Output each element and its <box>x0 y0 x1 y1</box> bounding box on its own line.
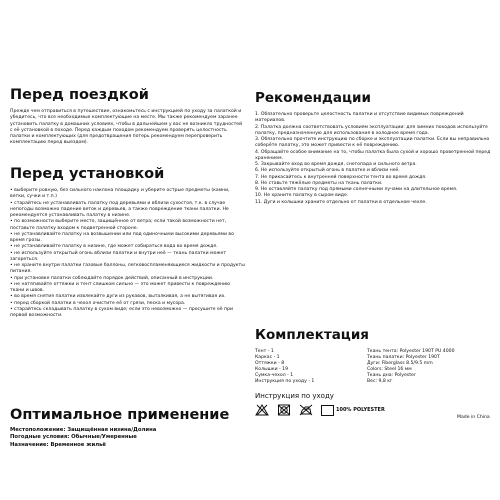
usage-weather: Погодные условия: Обычные/Умеренные <box>10 434 137 441</box>
kit-item: Оттяжки - 8 <box>255 361 285 367</box>
usage-purpose: Назначение: Временное жильё <box>10 441 107 448</box>
kit-specs <box>367 349 455 386</box>
recommendation-item: 7. Не прикасайтесь к внутренней поверхности тента во время дождя. <box>255 174 427 180</box>
recommendation-item: 11. Дуги и колышки храните отдельно от палатки в отдельном чехле. <box>255 199 427 205</box>
recommendation-item: 2. Палатка должна соответствовать условиям эксплуатации: для зимних походов используйте палатку, предназначенную для использования в холодное время года. <box>255 124 488 136</box>
polyester-label-icon <box>321 405 334 416</box>
material-label: 100% POLYESTER <box>321 405 385 416</box>
setup-paragraph: • не храните внутри палатки газовые баллоны, легковоспламеняющиеся жидкости и продукты питания. <box>10 263 245 275</box>
setup-section <box>10 166 245 319</box>
before-trip-title: Перед поездкой <box>10 87 149 103</box>
recommendation-item: 10. Не храните палатку в сыром виде. <box>255 193 349 199</box>
no-tumble-dry-icon <box>277 404 291 416</box>
recommendation-item: 6. Не используйте открытый огонь в палатке и вблизи неё. <box>255 168 400 174</box>
care-icons <box>255 404 385 416</box>
setup-paragraph: • перед сборкой палатки в чехол очистите её от грязи, песка и мусора. <box>10 300 186 306</box>
kit-spec: Ткань палатки: Polyester 190T <box>367 355 440 361</box>
setup-paragraph: • старайтесь не устанавливать палатку под деревьями и вблизи сухостоя, т.к. в случае непогоды возможно падение веток и деревьев, а также повреждение ткани палатки. Не рекомендуется устанавливать палатку в низине. <box>10 200 229 218</box>
recommendations-list <box>255 112 491 206</box>
setup-paragraph: • во время снятия палатки извлекайте дуги из рукавов, выталкивая, а не вытягивая их. <box>10 294 226 300</box>
recommendations-title: Рекомендации <box>255 90 371 106</box>
kit-item: Тент - 1 <box>255 349 274 354</box>
no-iron-icon <box>299 404 313 416</box>
setup-title: Перед установкой <box>10 166 165 182</box>
kit-item: Инструкция по уходу - 1 <box>255 379 315 385</box>
setup-paragraph: • выберите ровную, без сильного наклона площадку и уберите острые предметы (камни, ветки, сучки и т.п.) <box>10 188 230 200</box>
usage-list <box>10 427 245 449</box>
setup-paragraph: • не устанавливайте палатку на возвышении или под одиночными высокими деревьями во время грозы. <box>10 231 234 243</box>
kit-spec: Ткань тента: Polyester 190T PU 4000 <box>367 349 455 354</box>
recommendation-item: 5. Закрывайте вход во время дождя, снегопада и сильного ветра. <box>255 162 417 167</box>
setup-paragraph: • не устанавливайте палатку в низине, где может собираться вода во время дождя. <box>10 244 218 250</box>
care-title: Инструкция по уходу <box>255 392 334 400</box>
recommendation-item: 3. Обязательно прочтите инструкцию по сборке и эксплуатации палатки. Если вы неправильно соберёте палатку, это может привести к её повреждению. <box>255 137 490 149</box>
usage-title: Оптимальное применение <box>10 407 230 423</box>
kit-spec: Дуги: Fiberglass 8.5/9.5 mm <box>367 361 433 367</box>
kit-item: Колышки - 19 <box>255 367 289 373</box>
setup-paragraph: • при установке палатки соблюдайте порядок действий, описанный в инструкции. <box>10 275 214 281</box>
kit-item: Сумка-чехол - 1 <box>255 373 294 379</box>
setup-paragraph: • не используйте открытый огонь вблизи палатки и внутри неё — ткань палатки может загореться. <box>10 250 227 262</box>
made-in-label: Made in China <box>457 415 490 420</box>
setup-paragraph: • старайтесь складывать палатку в сухом виде; если это невозможно — просушите её при первой возможности. <box>10 306 233 318</box>
recommendation-item: 8. Не ставьте тяжёлые предметы на ткань палатки. <box>255 180 383 186</box>
kit-spec: Colors: Steel 16 мм <box>367 367 412 373</box>
usage-section <box>10 407 245 449</box>
kit-item: Каркас - 1 <box>255 355 280 361</box>
kit-spec: Вес: 9,8 кг <box>367 379 393 385</box>
kit-title: Комплектация <box>255 327 369 343</box>
recommendation-item: 1. Обязательно проверьте целостность палатки и отсутствие видимых повреждений материалов. <box>255 112 464 124</box>
kit-spec: Ткань дна: Polyester <box>367 373 416 379</box>
before-trip-section <box>10 87 245 147</box>
kit-section <box>255 327 491 386</box>
recommendation-item: 4. Обращайте особое внимание на то, чтобы палатка была сухой и хорошо проветренной перед хранением. <box>255 149 491 161</box>
before-trip-text: Прежде чем отправиться в путешествие, ознакомьтесь с инструкцией по уходу за палаткой и убедитесь, что все необходимые комплектующие на месте. Мы также рекомендуем заранее установить палатку в домашних условиях, чтобы в дальнейшем у вас не возникло трудностей с её установкой в походе. Перед каждым походом рекомендуем проверять целостность палатки и комплектующих (для предотвращения потерь рекомендуем перепроверить комплектацию перед выездом). <box>10 109 243 146</box>
recommendation-item: 9. Не оставляйте палатку под прямыми солнечными лучами на длительное время. <box>255 187 458 192</box>
setup-list <box>10 188 245 319</box>
recommendations-section <box>255 90 491 206</box>
setup-paragraph: • не натягивайте оттяжки и тент слишком сильно — это может привести к повреждению ткани и швов. <box>10 281 231 293</box>
no-bleach-icon <box>255 404 269 416</box>
usage-location: Местоположение: Защищённая низина/Долина <box>10 427 157 433</box>
kit-grid <box>255 349 491 386</box>
kit-items <box>255 349 367 386</box>
setup-paragraph: • по возможности выберите место, защищённое от ветра; если такой возможности нет, поставьте палатку входом к подветренной стороне. <box>10 219 227 231</box>
